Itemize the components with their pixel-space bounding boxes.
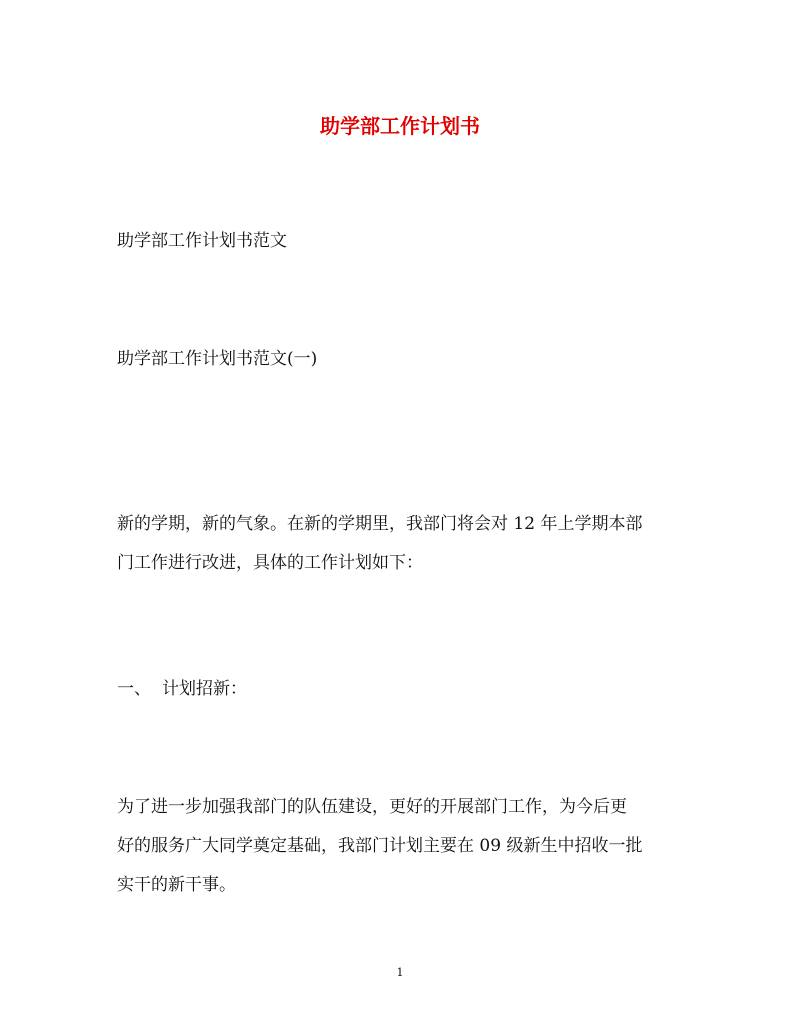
document-heading: 助学部工作计划书范文 (117, 231, 287, 251)
intro-line-1: 新的学期，新的气象。在新的学期里，我部门将会对 12 年上学期本部 (117, 514, 643, 534)
section-title: 计划招新： (162, 679, 247, 699)
section-number: 一、 (117, 679, 151, 699)
paragraph-line-1: 为了进一步加强我部门的队伍建设，更好的开展部门工作，为今后更 (117, 797, 627, 817)
intro-line-2: 门工作进行改进，具体的工作计划如下： (117, 553, 423, 573)
paragraph-line-2: 好的服务广大同学奠定基础，我部门计划主要在 09 级新生中招收一批 (117, 836, 643, 856)
section-heading-1 (117, 677, 247, 701)
paragraph-line-3: 实干的新干事。 (117, 875, 236, 895)
document-subheading: 助学部工作计划书范文(一) (117, 349, 318, 369)
document-title: 助学部工作计划书 (320, 114, 480, 138)
page-number: 1 (396, 966, 404, 979)
